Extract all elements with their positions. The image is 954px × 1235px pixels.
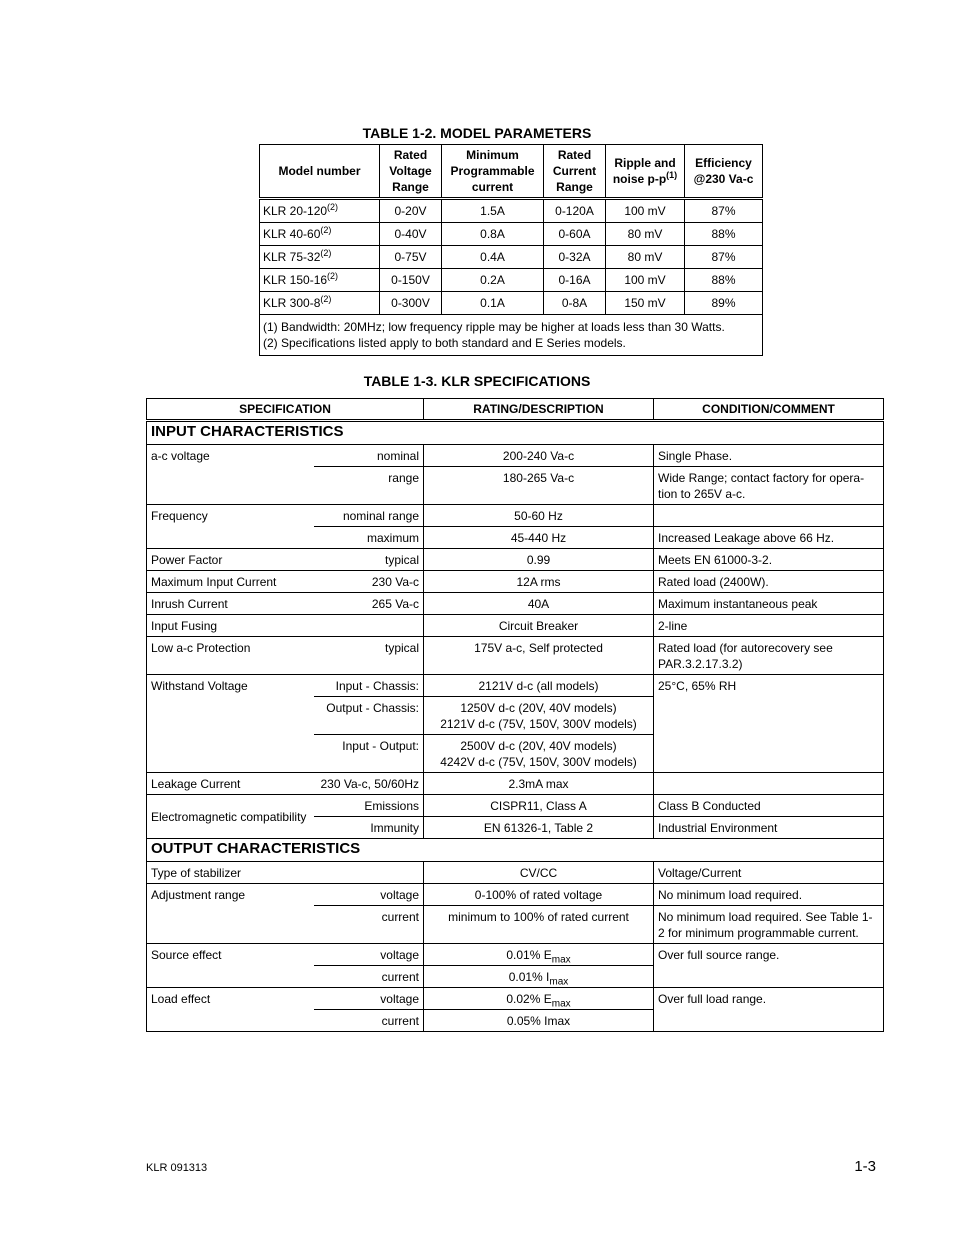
voltage-cell: 0-300V	[380, 292, 442, 315]
spec-label: Type of stabilizer	[147, 862, 424, 884]
klr-specifications-table	[146, 398, 884, 1032]
spec-sub: typical	[314, 637, 424, 675]
table-row	[260, 223, 763, 246]
spec-sub: 230 Va-c, 50/60Hz	[314, 773, 424, 795]
condition-cell	[654, 505, 884, 527]
condition-cell: No minimum load required.	[654, 884, 884, 906]
min-current-cell: 0.1A	[442, 292, 544, 315]
spec-label: Frequency	[147, 505, 314, 549]
rating-cell: 45-440 Hz	[424, 527, 654, 549]
table-row	[147, 795, 884, 817]
rating-cell: 0.05% Imax	[424, 1010, 654, 1032]
condition-cell	[654, 773, 884, 795]
spec-label: Leakage Current	[147, 773, 314, 795]
spec-label: Source effect	[147, 944, 314, 988]
table-row	[260, 199, 763, 223]
table-row	[147, 615, 884, 637]
output-characteristics-heading: OUTPUT CHARACTERISTICS	[147, 839, 884, 862]
table-row	[147, 445, 884, 467]
rating-cell: 0.01% $E_{max}$	[424, 944, 654, 966]
table-notes-row	[260, 315, 763, 356]
spec-sub: Emissions	[314, 795, 424, 817]
ripple-cell: 80 mV	[606, 223, 685, 246]
table-row	[147, 637, 884, 675]
spec-label: Inrush Current	[147, 593, 314, 615]
spec-sub: maximum	[314, 527, 424, 549]
rating-cell: CISPR11, Class A	[424, 795, 654, 817]
spec-sub: 230 Va-c	[314, 571, 424, 593]
model-cell: KLR 150-16$^{(2)}$	[260, 269, 380, 292]
table-row	[260, 246, 763, 269]
efficiency-cell: 87%	[685, 246, 763, 269]
spec-label: Adjustment range	[147, 884, 314, 944]
rating-cell: 175V a-c, Self protected	[424, 637, 654, 675]
spec-label: Input Fusing	[147, 615, 424, 637]
rating-cell: 12A rms	[424, 571, 654, 593]
min-current-cell: 0.4A	[442, 246, 544, 269]
rating-cell: 180-265 Va-c	[424, 467, 654, 505]
table-row	[147, 505, 884, 527]
input-characteristics-heading: INPUT CHARACTERISTICS	[147, 421, 884, 445]
condition-cell: Voltage/Current	[654, 862, 884, 884]
rating-cell: 50-60 Hz	[424, 505, 654, 527]
rating-cell: 0-100% of rated voltage	[424, 884, 654, 906]
spec-sub: Input - Output:	[314, 735, 424, 773]
header-rating: RATING/DESCRIPTION	[424, 399, 654, 421]
header-rated-voltage: Rated Voltage Range	[380, 145, 442, 199]
efficiency-cell: 89%	[685, 292, 763, 315]
model-parameters-table	[259, 144, 763, 356]
rating-cell: minimum to 100% of rated current	[424, 906, 654, 944]
header-efficiency: Efficiency @230 Va-c	[685, 145, 763, 199]
condition-cell: No minimum load required. See Table 1-2 for minimum programmable current.	[654, 906, 884, 944]
rating-cell: Circuit Breaker	[424, 615, 654, 637]
efficiency-cell: 88%	[685, 269, 763, 292]
spec-label: Load effect	[147, 988, 314, 1032]
ripple-cell: 100 mV	[606, 199, 685, 223]
table-row	[147, 675, 884, 697]
table-row	[260, 269, 763, 292]
spec-sub: range	[314, 467, 424, 505]
spec-label: Withstand Voltage	[147, 675, 314, 773]
spec-sub: nominal range	[314, 505, 424, 527]
condition-cell: Rated load (2400W).	[654, 571, 884, 593]
model-cell: KLR 40-60$^{(2)}$	[260, 223, 380, 246]
spec-label: Power Factor	[147, 549, 314, 571]
efficiency-cell: 87%	[685, 199, 763, 223]
spec-sub: Output - Chassis:	[314, 697, 424, 735]
current-cell: 0-32A	[544, 246, 606, 269]
rating-cell: 1250V d-c (20V, 40V models) 2121V d-c (75V, 150V, 300V models)	[424, 697, 654, 735]
table-row	[147, 988, 884, 1010]
rating-cell: 40A	[424, 593, 654, 615]
table-row	[147, 549, 884, 571]
table-notes	[260, 315, 763, 356]
table-row	[147, 884, 884, 906]
condition-cell: Industrial Environment	[654, 817, 884, 839]
spec-sub: 265 Va-c	[314, 593, 424, 615]
min-current-cell: 1.5A	[442, 199, 544, 223]
header-min-programmable: Minimum Programmable current	[442, 145, 544, 199]
voltage-cell: 0-40V	[380, 223, 442, 246]
spec-sub: nominal	[314, 445, 424, 467]
table-1-2-title: TABLE 1-2. MODEL PARAMETERS	[362, 125, 592, 141]
table-row	[147, 944, 884, 966]
spec-sub: voltage	[314, 944, 424, 966]
table-row	[147, 862, 884, 884]
spec-sub: Input - Chassis:	[314, 675, 424, 697]
spec-sub: voltage	[314, 988, 424, 1010]
note-1: (1) Bandwidth: 20MHz; low frequency ripple may be higher at loads less than 30 Watts.	[263, 320, 725, 334]
spec-sub: current	[314, 966, 424, 988]
condition-cell: Wide Range; contact factory for opera-tion to 265V a-c.	[654, 467, 884, 505]
condition-cell: Increased Leakage above 66 Hz.	[654, 527, 884, 549]
rating-cell: 2.3mA max	[424, 773, 654, 795]
model-cell: KLR 20-120$^{(2)}$	[260, 199, 380, 223]
spec-sub: current	[314, 1010, 424, 1032]
rating-cell: 0.01% $I_{max}$	[424, 966, 654, 988]
min-current-cell: 0.2A	[442, 269, 544, 292]
condition-cell: Rated load (for autorecovery see PAR.3.2.17.3.2)	[654, 637, 884, 675]
header-condition: CONDITION/COMMENT	[654, 399, 884, 421]
table-row	[147, 773, 884, 795]
min-current-cell: 0.8A	[442, 223, 544, 246]
condition-cell: Class B Conducted	[654, 795, 884, 817]
model-cell: KLR 300-8$^{(2)}$	[260, 292, 380, 315]
condition-cell: Over full source range.	[654, 944, 884, 988]
condition-cell: Meets EN 61000-3-2.	[654, 549, 884, 571]
ripple-cell: 100 mV	[606, 269, 685, 292]
voltage-cell: 0-20V	[380, 199, 442, 223]
condition-cell: Single Phase.	[654, 445, 884, 467]
rating-cell: CV/CC	[424, 862, 654, 884]
table-row	[260, 292, 763, 315]
current-cell: 0-120A	[544, 199, 606, 223]
current-cell: 0-60A	[544, 223, 606, 246]
table-row	[147, 571, 884, 593]
table-1-3-title: TABLE 1-3. KLR SPECIFICATIONS	[363, 373, 591, 389]
spec-sub: typical	[314, 549, 424, 571]
current-cell: 0-8A	[544, 292, 606, 315]
header-rated-current: Rated Current Range	[544, 145, 606, 199]
header-model-number: Model number	[260, 145, 380, 199]
spec-sub: Immunity	[314, 817, 424, 839]
condition-cell: Maximum instantaneous peak	[654, 593, 884, 615]
efficiency-cell: 88%	[685, 223, 763, 246]
page-number: 1-3	[854, 1158, 876, 1175]
table-row	[147, 593, 884, 615]
rating-cell: 2121V d-c (all models)	[424, 675, 654, 697]
spec-label: Low a-c Protection	[147, 637, 314, 675]
model-cell: KLR 75-32$^{(2)}$	[260, 246, 380, 269]
spec-sub: current	[314, 906, 424, 944]
ripple-cell: 150 mV	[606, 292, 685, 315]
note-2: (2) Specifications listed apply to both standard and E Series models.	[263, 336, 626, 350]
rating-cell: 0.99	[424, 549, 654, 571]
spec-sub: voltage	[314, 884, 424, 906]
condition-cell: 25°C, 65% RH	[654, 675, 884, 773]
spec-label: a-c voltage	[147, 445, 314, 505]
spec-label: Maximum Input Current	[147, 571, 314, 593]
spec-label: Electromagnetic compatibility	[147, 795, 314, 839]
voltage-cell: 0-150V	[380, 269, 442, 292]
voltage-cell: 0-75V	[380, 246, 442, 269]
condition-cell: Over full load range.	[654, 988, 884, 1032]
header-ripple: Ripple and noise $p-p^{(1)}$	[606, 145, 685, 199]
footer-doc-id: KLR 091313	[146, 1162, 208, 1174]
rating-cell: 2500V d-c (20V, 40V models) 4242V d-c (75V, 150V, 300V models)	[424, 735, 654, 773]
rating-cell: 0.02% $E_{max}$	[424, 988, 654, 1010]
current-cell: 0-16A	[544, 269, 606, 292]
header-specification: SPECIFICATION	[147, 399, 424, 421]
rating-cell: 200-240 Va-c	[424, 445, 654, 467]
condition-cell: 2-line	[654, 615, 884, 637]
rating-cell: EN 61326-1, Table 2	[424, 817, 654, 839]
ripple-cell: 80 mV	[606, 246, 685, 269]
